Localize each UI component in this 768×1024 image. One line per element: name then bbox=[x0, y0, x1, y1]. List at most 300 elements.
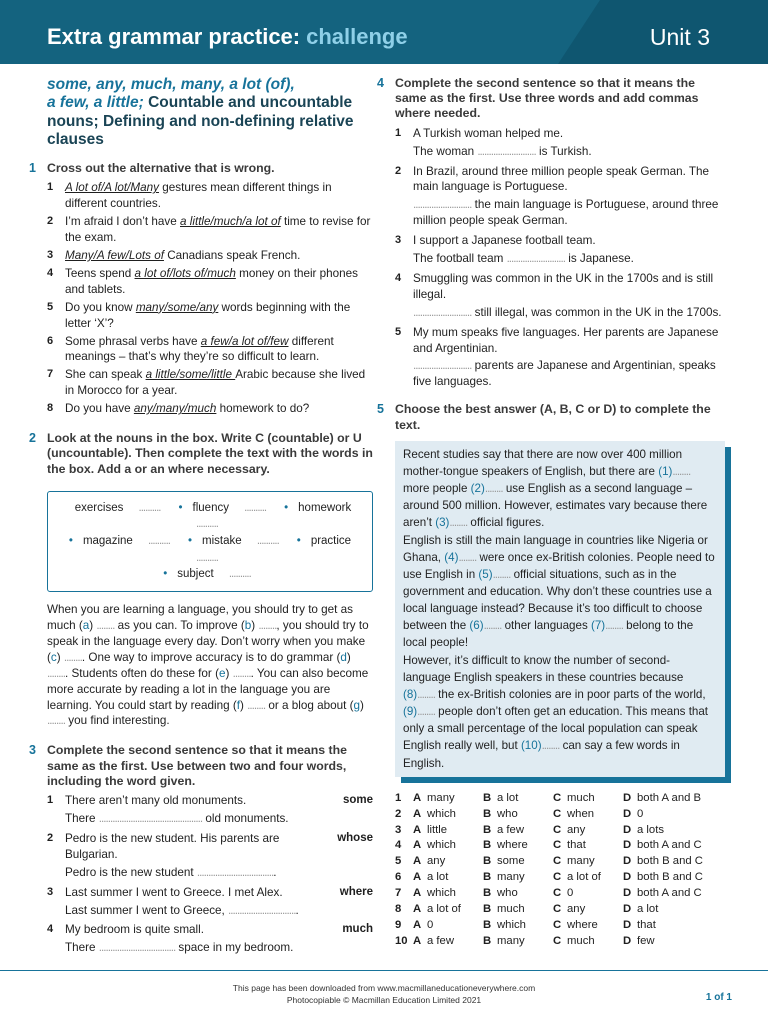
item-text: She can speak bbox=[65, 368, 146, 382]
option-text[interactable]: 0 bbox=[427, 918, 434, 931]
option-letter[interactable]: C bbox=[553, 934, 562, 947]
text-segment: English is still the main language in countries like Nigeria or Ghana, bbox=[403, 533, 708, 564]
item-number: 3 bbox=[395, 234, 402, 247]
word-box-word: subject bbox=[177, 568, 214, 581]
answer-blank[interactable]: .......... bbox=[138, 501, 161, 514]
option-letter[interactable]: B bbox=[483, 855, 492, 868]
exercise-item bbox=[47, 334, 373, 366]
option-letter[interactable]: B bbox=[483, 934, 492, 947]
option-text[interactable]: a lot bbox=[637, 903, 659, 916]
bullet: • bbox=[296, 535, 301, 548]
exercise-item bbox=[395, 271, 725, 321]
answer-blank[interactable]: .......... bbox=[244, 501, 267, 514]
text-segment: ) bbox=[225, 666, 233, 680]
option-text[interactable]: which bbox=[427, 807, 456, 820]
answer-suffix: old monuments. bbox=[202, 811, 289, 825]
item-text: time to revise for the exam. bbox=[65, 215, 371, 245]
answer-line bbox=[413, 251, 725, 267]
option-text[interactable]: a few bbox=[497, 823, 525, 836]
answer-blank[interactable]: .............................. bbox=[228, 903, 296, 917]
bullet: • bbox=[187, 535, 192, 548]
option-text[interactable]: many bbox=[497, 871, 525, 884]
gap-letter: f bbox=[236, 698, 240, 712]
crossout-options[interactable]: Many/A few/Lots of bbox=[65, 248, 164, 262]
option-text[interactable]: a lot bbox=[497, 791, 519, 804]
text-paragraph bbox=[403, 532, 717, 652]
gap-number: (6) bbox=[469, 619, 484, 633]
answer-blank[interactable]: ........ bbox=[605, 619, 623, 633]
answer-suffix: . bbox=[273, 865, 277, 879]
exercise-item bbox=[47, 831, 373, 881]
text-segment: ) bbox=[360, 698, 364, 712]
option-text[interactable]: both A and C bbox=[637, 839, 702, 852]
left-column bbox=[29, 76, 373, 964]
answer-blank[interactable]: .......................... bbox=[413, 359, 472, 373]
item-text: money on their phones and tablets. bbox=[65, 266, 359, 296]
item-number: 6 bbox=[47, 334, 54, 347]
option-letter[interactable]: B bbox=[483, 791, 492, 804]
item-sentence: My mum speaks five languages. Her parents are Japanese and Argentinian. bbox=[413, 325, 719, 355]
crossout-options[interactable]: A lot of/A lot/Many bbox=[65, 181, 159, 195]
exercise-item bbox=[47, 922, 373, 956]
answer-blank[interactable]: ........ bbox=[541, 739, 560, 753]
item-text: homework to do? bbox=[216, 402, 310, 416]
option-text[interactable]: a lot of bbox=[567, 871, 601, 884]
option-text[interactable]: any bbox=[567, 823, 586, 836]
option-row bbox=[395, 934, 725, 950]
option-question-number: 3 bbox=[395, 823, 402, 836]
option-text[interactable]: when bbox=[567, 807, 595, 820]
option-letter[interactable]: C bbox=[553, 807, 562, 820]
gap-letter: c bbox=[50, 650, 57, 664]
crossout-options[interactable]: a lot of/lots of/much bbox=[134, 266, 236, 280]
gap-number: (5) bbox=[478, 567, 493, 581]
item-sentence: My bedroom is quite small. bbox=[65, 923, 205, 937]
option-letter[interactable]: C bbox=[553, 823, 562, 836]
gap-letter: e bbox=[218, 666, 226, 680]
option-question-number: 9 bbox=[395, 918, 402, 931]
answer-blank[interactable]: ........ bbox=[47, 714, 65, 728]
text-paragraph bbox=[403, 652, 717, 772]
option-row bbox=[395, 902, 725, 918]
exercise-item bbox=[47, 793, 373, 827]
option-text[interactable]: that bbox=[567, 839, 586, 852]
answer-blank[interactable]: .......... bbox=[256, 535, 279, 548]
exercise-2 bbox=[29, 431, 373, 729]
text-segment: . Students often do these for ( bbox=[64, 666, 219, 680]
bullet: • bbox=[68, 535, 73, 548]
answer-blank[interactable]: ........ bbox=[247, 698, 266, 712]
answer-suffix: parents are Japanese and Argentinian, speaks five languages. bbox=[413, 359, 716, 389]
option-question-number: 10 bbox=[395, 934, 408, 947]
answer-blank[interactable]: ........ bbox=[258, 619, 277, 633]
item-text: Teens spend bbox=[65, 266, 135, 280]
item-number: 2 bbox=[395, 164, 402, 177]
text-segment: were once ex-British colonies. People need to use English in bbox=[403, 550, 715, 581]
option-letter[interactable]: A bbox=[413, 934, 422, 947]
exercise-item bbox=[395, 164, 725, 230]
exercise-item bbox=[47, 248, 373, 264]
option-text[interactable]: many bbox=[427, 791, 455, 804]
answer-blank[interactable]: ........ bbox=[449, 516, 468, 530]
option-text[interactable]: little bbox=[427, 823, 448, 836]
option-letter[interactable]: B bbox=[483, 903, 492, 916]
gap-number: (1) bbox=[658, 464, 673, 478]
exercise-item bbox=[395, 126, 725, 160]
item-number: 2 bbox=[47, 831, 54, 844]
answer-blank[interactable]: ........ bbox=[484, 482, 503, 496]
answer-blank[interactable]: ........ bbox=[458, 550, 477, 564]
text-segment: ) bbox=[346, 650, 351, 664]
option-text[interactable]: 0 bbox=[567, 887, 574, 900]
option-row bbox=[395, 838, 725, 854]
exercise-item bbox=[47, 180, 373, 212]
page-header bbox=[0, 0, 768, 64]
gap-letter: d bbox=[340, 650, 347, 664]
item-text: Some phrasal verbs have bbox=[65, 334, 201, 348]
option-text[interactable]: 0 bbox=[637, 807, 644, 820]
item-number: 7 bbox=[47, 368, 54, 381]
answer-blank[interactable]: ........ bbox=[47, 666, 65, 680]
answer-line bbox=[65, 865, 317, 881]
exercise-4 bbox=[377, 76, 725, 390]
answer-blank[interactable]: .......................... bbox=[413, 305, 472, 319]
exercise-number: 5 bbox=[377, 402, 384, 417]
text-segment: people don’t often get an education. This means that only a small percentage of the local population can speak English really well, but bbox=[403, 705, 709, 753]
bullet: • bbox=[178, 501, 183, 514]
item-sentence: A Turkish woman helped me. bbox=[413, 126, 564, 140]
text-segment: the ex-British colonies are in poor parts of the world, bbox=[434, 687, 706, 701]
answer-blank[interactable]: ........ bbox=[232, 666, 251, 680]
option-text[interactable]: both A and C bbox=[637, 887, 702, 900]
option-letter[interactable]: D bbox=[623, 887, 632, 900]
option-letter[interactable]: A bbox=[413, 855, 422, 868]
text-segment: as you can. To improve ( bbox=[114, 619, 245, 633]
item-sentence: Smuggling was common in the UK in the 1700s and is still illegal. bbox=[413, 271, 714, 301]
option-text[interactable]: which bbox=[427, 887, 456, 900]
exercise-items bbox=[47, 180, 373, 417]
option-text[interactable]: a lot bbox=[427, 871, 449, 884]
option-letter[interactable]: D bbox=[623, 903, 632, 916]
option-letter[interactable]: C bbox=[553, 855, 562, 868]
answer-blank[interactable]: .......... bbox=[196, 518, 218, 531]
text-segment: or a blog about ( bbox=[265, 698, 354, 712]
answer-suffix: . bbox=[295, 903, 299, 917]
option-question-number: 4 bbox=[395, 839, 402, 852]
exercise-item bbox=[47, 401, 373, 417]
text-segment: other languages bbox=[501, 619, 591, 633]
word-box-word: fluency bbox=[192, 501, 229, 514]
answer-blank[interactable]: .................................. bbox=[98, 941, 176, 955]
answer-line bbox=[413, 197, 725, 229]
option-letter[interactable]: B bbox=[483, 823, 492, 836]
text-segment: ) bbox=[251, 619, 259, 633]
answer-suffix: space in my bedroom. bbox=[175, 941, 294, 955]
exercise-items bbox=[47, 793, 373, 956]
exercise-3 bbox=[29, 743, 373, 956]
option-question-number: 7 bbox=[395, 887, 402, 900]
text-segment: Recent studies say that there are now over 400 million mother-tongue speakers of English, but there are bbox=[403, 447, 683, 478]
option-text[interactable]: few bbox=[637, 934, 655, 947]
answer-blank[interactable]: ........ bbox=[417, 687, 435, 701]
option-row bbox=[395, 807, 725, 823]
item-text: Arabic because she lived in Morocco for a year. bbox=[65, 368, 366, 398]
item-number: 3 bbox=[47, 885, 54, 898]
word-box-item bbox=[179, 502, 273, 514]
item-text: I’m afraid I don’t have bbox=[65, 215, 180, 229]
text-segment: , you should try to speak in the language every day. Don’t worry when you make ( bbox=[47, 619, 369, 664]
reading-text-box bbox=[395, 441, 725, 777]
answer-blank[interactable]: ........ bbox=[96, 619, 115, 633]
key-word: where bbox=[339, 885, 373, 898]
item-text: Do you have bbox=[65, 402, 134, 416]
option-letter[interactable]: D bbox=[623, 791, 632, 804]
item-number: 4 bbox=[47, 923, 54, 936]
key-word: whose bbox=[337, 831, 373, 844]
footer-source: This page has been downloaded from www.macmillaneducationeverywhere.com bbox=[232, 983, 536, 993]
exercise-1 bbox=[29, 161, 373, 417]
option-text[interactable]: much bbox=[497, 903, 525, 916]
option-row bbox=[395, 870, 725, 886]
text-segment: . One way to improve accuracy is to do grammar ( bbox=[81, 650, 341, 664]
crossout-options[interactable]: a few/a lot of/few bbox=[200, 334, 289, 348]
word-box-word: homework bbox=[298, 501, 352, 514]
text-segment: When you are learning a language, you should try to get as much ( bbox=[47, 603, 354, 633]
answer-options-table bbox=[395, 791, 725, 950]
option-letter[interactable]: B bbox=[483, 871, 492, 884]
option-letter[interactable]: D bbox=[623, 839, 632, 852]
option-letter[interactable]: A bbox=[413, 839, 422, 852]
option-text[interactable]: a lots bbox=[637, 823, 665, 836]
option-text[interactable]: who bbox=[497, 887, 518, 900]
answer-blank[interactable]: .......... bbox=[148, 535, 170, 548]
answer-prefix: Pedro is the new student bbox=[65, 865, 197, 879]
option-row bbox=[395, 918, 725, 934]
exercise-item bbox=[47, 214, 373, 246]
option-letter[interactable]: A bbox=[413, 823, 422, 836]
answer-blank[interactable]: ........ bbox=[492, 567, 511, 581]
option-letter[interactable]: A bbox=[413, 791, 422, 804]
option-letter[interactable]: D bbox=[623, 871, 632, 884]
gap-letter: b bbox=[244, 619, 252, 633]
option-letter[interactable]: C bbox=[553, 903, 562, 916]
exercise-instruction: Complete the second sentence so that it means the same as the first. Use three words and add commas where needed. bbox=[395, 76, 699, 121]
answer-suffix: the main language is Portuguese, around three million people speak German. bbox=[413, 198, 719, 228]
right-column bbox=[377, 76, 725, 958]
word-box-word: mistake bbox=[202, 535, 242, 548]
option-text[interactable]: much bbox=[567, 791, 595, 804]
item-number: 1 bbox=[47, 181, 54, 194]
footer-divider bbox=[0, 970, 768, 971]
text-segment: official figures. bbox=[467, 516, 545, 530]
text-segment: use English as a second language – around 500 million. However, estimates vary because there aren’t bbox=[403, 482, 708, 530]
option-text[interactable]: both A and B bbox=[637, 791, 702, 804]
answer-line bbox=[413, 358, 725, 390]
option-letter[interactable]: C bbox=[553, 791, 562, 804]
option-question-number: 5 bbox=[395, 855, 402, 868]
reading-text bbox=[395, 441, 725, 777]
option-text[interactable]: many bbox=[497, 934, 525, 947]
exercise-item bbox=[47, 885, 373, 919]
item-text: gestures mean different things in different countries. bbox=[65, 181, 332, 211]
topic-heading: some, any, much, many, a lot (of), a few, a little; Countable and uncountable nouns; Defining and non-defining relative clauses bbox=[47, 76, 354, 148]
option-letter[interactable]: B bbox=[483, 918, 492, 931]
word-box-item bbox=[163, 568, 257, 580]
text-segment: ) bbox=[56, 650, 64, 664]
item-text: Canadians speak French. bbox=[163, 248, 301, 262]
footer-copyright: Photocopiable © Macmillan Education Limited 2021 bbox=[286, 995, 482, 1006]
option-letter[interactable]: B bbox=[483, 839, 492, 852]
option-letter[interactable]: A bbox=[413, 871, 422, 884]
key-word: some bbox=[342, 794, 373, 807]
unit-label: Unit 3 bbox=[649, 24, 710, 50]
item-number: 1 bbox=[47, 794, 54, 807]
option-question-number: 1 bbox=[395, 791, 402, 804]
option-letter[interactable]: A bbox=[413, 807, 422, 820]
option-text[interactable]: a few bbox=[427, 934, 455, 947]
bullet: • bbox=[284, 501, 289, 514]
crossout-options[interactable]: any/many/much bbox=[133, 402, 217, 416]
answer-line bbox=[65, 903, 317, 919]
option-letter[interactable]: C bbox=[553, 839, 562, 852]
option-text[interactable]: both B and C bbox=[637, 855, 703, 868]
option-letter[interactable]: D bbox=[623, 855, 632, 868]
answer-prefix: The football team bbox=[413, 252, 507, 266]
option-letter[interactable]: C bbox=[553, 887, 562, 900]
word-box bbox=[47, 491, 373, 592]
exercise-items bbox=[395, 126, 725, 391]
option-letter[interactable]: D bbox=[623, 918, 632, 931]
option-text[interactable]: both B and C bbox=[637, 871, 703, 884]
option-text[interactable]: which bbox=[427, 839, 456, 852]
item-sentence: There aren’t many old monuments. bbox=[65, 794, 247, 808]
answer-blank[interactable]: .............................................. bbox=[98, 811, 203, 825]
word-box-item bbox=[69, 502, 167, 514]
gap-number: (9) bbox=[403, 705, 418, 719]
item-sentence: In Brazil, around three million people speak German. The main language is Portuguese. bbox=[413, 164, 710, 194]
item-number: 4 bbox=[47, 266, 54, 279]
option-text[interactable]: any bbox=[567, 903, 586, 916]
exercise-item bbox=[395, 325, 725, 391]
word-box-item bbox=[69, 535, 176, 547]
option-text[interactable]: who bbox=[497, 807, 518, 820]
page-number: 1 of 1 bbox=[705, 992, 732, 1003]
option-text[interactable]: a lot of bbox=[427, 903, 461, 916]
text-segment: However, it’s difficult to know the number of second-language English speakers in these countries because bbox=[403, 653, 684, 684]
option-letter[interactable]: B bbox=[483, 887, 492, 900]
gap-number: (8) bbox=[403, 687, 418, 701]
crossout-options[interactable]: a little/some/little bbox=[145, 368, 236, 382]
word-box-word: magazine bbox=[82, 535, 133, 548]
option-letter[interactable]: A bbox=[413, 903, 422, 916]
gap-number: (4) bbox=[444, 550, 459, 564]
option-question-number: 6 bbox=[395, 871, 402, 884]
option-letter[interactable]: D bbox=[623, 823, 632, 836]
answer-blank[interactable]: .......................... bbox=[413, 198, 472, 212]
gap-number: (3) bbox=[435, 516, 450, 530]
item-text: different meanings – that’s why they’re so difficult to learn. bbox=[65, 334, 334, 364]
item-sentence: Pedro is the new student. His parents are Bulgarian. bbox=[65, 831, 280, 861]
exercise-instruction: Complete the second sentence so that it means the same as the first. Use between two and four words, including the word given. bbox=[47, 743, 347, 788]
exercise-item bbox=[47, 300, 373, 332]
answer-prefix: There bbox=[65, 941, 99, 955]
answer-suffix: still illegal, was common in the UK in the 1700s. bbox=[471, 305, 722, 319]
option-text[interactable]: much bbox=[567, 934, 595, 947]
option-question-number: 8 bbox=[395, 903, 402, 916]
option-letter[interactable]: D bbox=[623, 934, 632, 947]
option-letter[interactable]: A bbox=[413, 887, 422, 900]
text-segment: more people bbox=[403, 482, 471, 496]
item-number: 8 bbox=[47, 402, 54, 415]
option-letter[interactable]: A bbox=[413, 918, 422, 931]
item-number: 4 bbox=[395, 271, 402, 284]
word-box-word: practice bbox=[310, 535, 352, 548]
option-row bbox=[395, 823, 725, 839]
exercise-number: 4 bbox=[377, 76, 384, 90]
exercise-number: 2 bbox=[29, 431, 36, 446]
answer-blank[interactable]: .................................. bbox=[196, 865, 274, 879]
option-text[interactable]: where bbox=[497, 839, 528, 852]
option-question-number: 2 bbox=[395, 807, 402, 820]
answer-blank[interactable]: ........ bbox=[63, 650, 82, 664]
answer-suffix: is Japanese. bbox=[565, 252, 634, 266]
option-letter[interactable]: B bbox=[483, 807, 492, 820]
option-letter[interactable]: C bbox=[553, 918, 562, 931]
answer-blank[interactable]: .......... bbox=[228, 568, 251, 581]
answer-blank[interactable]: ........ bbox=[672, 464, 691, 478]
text-paragraph bbox=[403, 446, 717, 532]
item-number: 1 bbox=[395, 126, 402, 139]
option-text[interactable]: which bbox=[497, 918, 526, 931]
crossout-options[interactable]: a little/much/a lot of bbox=[180, 215, 281, 229]
item-text: Do you know bbox=[65, 300, 136, 314]
option-text[interactable]: that bbox=[637, 918, 656, 931]
answer-blank[interactable]: .......................... bbox=[506, 252, 565, 266]
answer-blank[interactable]: ........ bbox=[483, 619, 502, 633]
answer-prefix: Last summer I went to Greece, bbox=[65, 903, 229, 917]
exercise-5 bbox=[377, 402, 725, 950]
option-row bbox=[395, 791, 725, 807]
answer-line bbox=[65, 811, 317, 827]
item-text: words beginning with the letter ‘X’? bbox=[65, 300, 351, 330]
option-text[interactable]: some bbox=[497, 855, 525, 868]
item-number: 5 bbox=[395, 325, 402, 338]
answer-line bbox=[413, 144, 725, 160]
exercise-instruction: Look at the nouns in the box. Write C (countable) or U (uncountable). Then complete the text with the words in the box. Add a or an where necessary. bbox=[47, 431, 373, 476]
title-challenge: challenge bbox=[306, 24, 408, 49]
answer-line bbox=[65, 940, 317, 956]
option-text[interactable]: any bbox=[427, 855, 446, 868]
option-letter[interactable]: C bbox=[553, 871, 562, 884]
gap-number: (10) bbox=[520, 739, 542, 753]
exercise-item bbox=[47, 367, 373, 399]
item-number: 5 bbox=[47, 300, 54, 313]
exercise-instruction: Choose the best answer (A, B, C or D) to complete the text. bbox=[395, 402, 711, 432]
bullet: • bbox=[163, 568, 168, 581]
answer-blank[interactable]: ........ bbox=[417, 705, 435, 719]
exercise-number: 1 bbox=[29, 161, 36, 176]
option-letter[interactable]: D bbox=[623, 807, 632, 820]
word-box-item bbox=[188, 535, 285, 547]
key-word: much bbox=[342, 923, 373, 936]
exercise-item bbox=[395, 233, 725, 267]
gap-number: (7) bbox=[590, 619, 606, 633]
answer-blank[interactable]: .......... bbox=[196, 551, 218, 564]
crossout-options[interactable]: many/some/any bbox=[135, 300, 219, 314]
option-text[interactable]: many bbox=[567, 855, 595, 868]
option-text[interactable]: where bbox=[567, 918, 598, 931]
answer-blank[interactable]: .......................... bbox=[477, 144, 536, 158]
